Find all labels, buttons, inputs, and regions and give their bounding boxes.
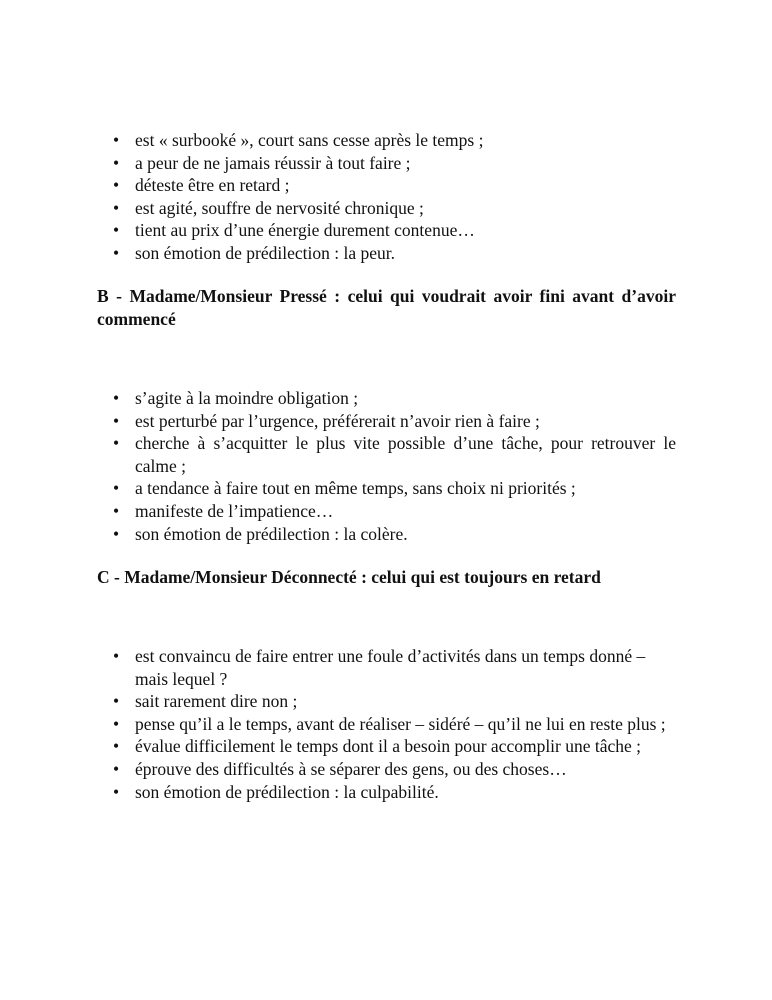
bullet-icon: • (113, 152, 120, 173)
bullet-icon: • (113, 130, 120, 150)
bullet-icon: • (113, 242, 120, 263)
bullet-icon: • (113, 781, 120, 802)
list-item: • a tendance à faire tout en même temps, sans choix ni priorités ; (113, 478, 576, 499)
bullet-icon: • (113, 220, 120, 241)
list-item: • est agité, souffre de nervosité chronique ; (113, 197, 424, 218)
list-item: • a peur de ne jamais réussir à tout faire ; (113, 152, 411, 173)
bullet-icon: • (113, 691, 120, 712)
bullet-icon: • (113, 175, 120, 196)
bullet-icon: • (113, 646, 120, 666)
list-item: • manifeste de l’impatience… (113, 500, 334, 521)
list-item: • s’agite à la moindre obligation ; (113, 388, 359, 408)
section-heading-c: C - Madame/Monsieur Déconnecté : celui qui est toujours en retard (97, 567, 601, 587)
bullet-icon: • (113, 433, 120, 454)
list-item: • est perturbé par l’urgence, préférerait n’avoir rien à faire ; (113, 410, 540, 431)
list-item: • son émotion de prédilection : la culpabilité. (113, 781, 439, 802)
list-item: • sait rarement dire non ; (113, 691, 298, 712)
bullet-icon: • (113, 388, 120, 408)
list-item: • est « surbooké », court sans cesse après le temps ; (113, 130, 484, 150)
list-item: • évalue difficilement le temps dont il a besoin pour accomplir une tâche ; (113, 736, 642, 757)
list-item: • pense qu’il a le temps, avant de réaliser – sidéré – qu’il ne lui en reste plus ; (113, 713, 666, 734)
section-heading-b: B - Madame/Monsieur Pressé : celui qui voudrait avoir fini avant d’avoir commencé (97, 286, 676, 329)
list-item: • tient au prix d’une énergie durement contenue… (113, 220, 475, 241)
list-item: • son émotion de prédilection : la colère. (113, 523, 408, 544)
list-item: • est convaincu de faire entrer une foule d’activités dans un temps donné – mais lequel ? (113, 646, 646, 689)
bullet-icon: • (113, 478, 120, 499)
bullet-list-a (110, 129, 676, 265)
bullet-icon: • (113, 523, 120, 544)
bullet-icon: • (113, 410, 120, 431)
list-item: • déteste être en retard ; (113, 175, 290, 196)
list-item: • son émotion de prédilection : la peur. (113, 242, 396, 263)
bullet-icon: • (113, 758, 120, 779)
list-item: • cherche à s’acquitter le plus vite possible d’une tâche, pour retrouver le calme ; (113, 433, 676, 476)
bullet-list-b (110, 387, 676, 545)
bullet-list-c (110, 645, 676, 803)
list-item: • éprouve des difficultés à se séparer des gens, ou des choses… (113, 758, 567, 779)
bullet-icon: • (113, 713, 120, 734)
bullet-icon: • (113, 500, 120, 521)
bullet-icon: • (113, 736, 120, 757)
bullet-icon: • (113, 197, 120, 218)
